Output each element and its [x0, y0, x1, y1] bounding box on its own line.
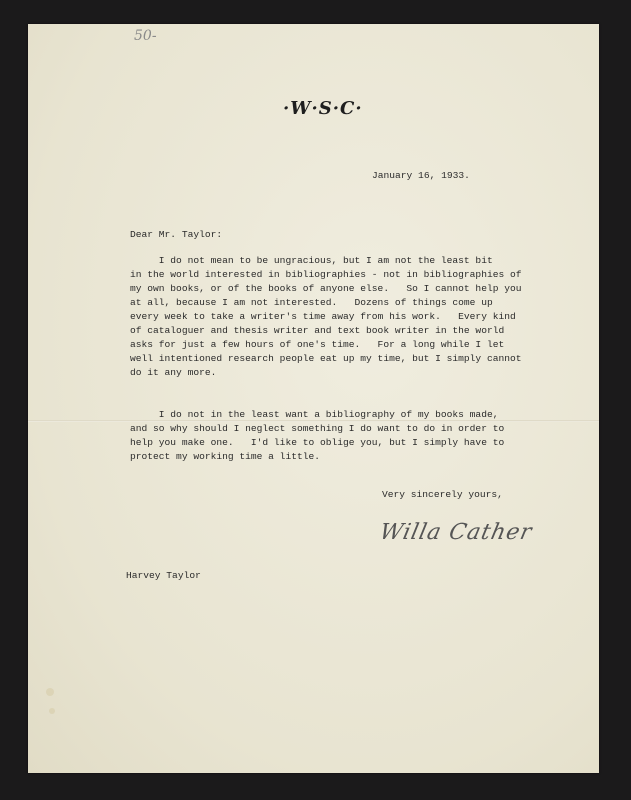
- paragraph-1-line: well intentioned research people eat up my time, but I simply cannot: [130, 353, 522, 364]
- paper-stain: [49, 708, 55, 714]
- salutation: Dear Mr. Taylor:: [130, 229, 223, 240]
- paragraph-1-line: do it any more.: [130, 367, 217, 378]
- letter-page: [28, 24, 599, 773]
- paragraph-2-line: help you make one. I'd like to oblige you, but I simply have to: [130, 437, 505, 448]
- paragraph-1-line: I do not mean to be ungracious, but I am not the least bit: [130, 255, 493, 266]
- closing: Very sincerely yours,: [382, 489, 503, 500]
- letterhead-monogram: ·W·S·C·: [283, 98, 363, 119]
- handwritten-signature: Willa Cather: [377, 520, 535, 545]
- paragraph-1-line: every week to take a writer's time away from his work. Every kind: [130, 311, 516, 322]
- paragraph-1-line: my own books, or of the books of anyone else. So I cannot help you: [130, 283, 522, 294]
- recipient-name: Harvey Taylor: [126, 570, 201, 581]
- paragraph-1-line: of cataloguer and thesis writer and text book writer in the world: [130, 325, 505, 336]
- paragraph-1-line: asks for just a few hours of one's time. For a long while I let: [130, 339, 505, 350]
- paragraph-2-line: protect my working time a little.: [130, 451, 320, 462]
- paragraph-2-line: and so why should I neglect something I do want to do in order to: [130, 423, 505, 434]
- paragraph-2-line: I do not in the least want a bibliography of my books made,: [130, 409, 499, 420]
- paragraph-1-line: at all, because I am not interested. Dozens of things come up: [130, 297, 493, 308]
- letter-date: January 16, 1933.: [372, 170, 470, 181]
- paper-stain: [46, 688, 54, 696]
- pencil-price-note: 50-: [134, 28, 157, 44]
- paragraph-1-line: in the world interested in bibliographies - not in bibliographies of: [130, 269, 522, 280]
